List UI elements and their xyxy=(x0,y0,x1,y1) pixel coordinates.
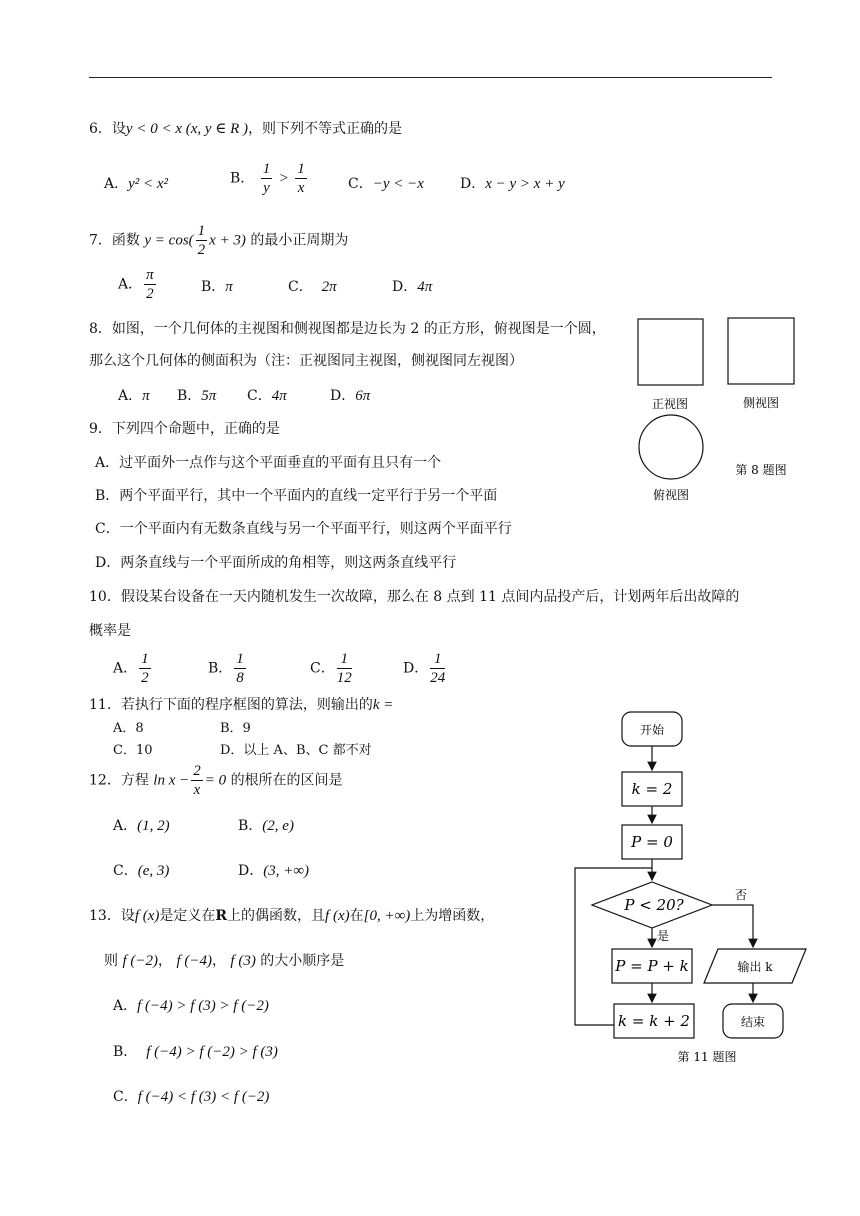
q11-figure-caption: 第 11 题图 xyxy=(677,1050,737,1064)
q8-figure xyxy=(630,312,810,512)
q8-stem-line1: 8．如图，一个几何体的主视图和侧视图都是边长为 2 的正方形，俯视图是一个圆， xyxy=(89,321,606,337)
q7-option-b: B．π xyxy=(201,279,233,295)
q6-option-d: D．x − y > x + y xyxy=(460,176,565,192)
flow-output-label: 输出 k xyxy=(737,960,773,974)
q13-stem-line1: 13．设f (x)是定义在R上的偶函数，且f (x)在[0, +∞)上为增函数， xyxy=(89,908,495,924)
q7-option-a: A． $\frac{\pi}{2}$ xyxy=(118,267,154,302)
q12-option-b: B．(2, e) xyxy=(238,818,294,834)
q9-option-c: C．一个平面内有无数条直线与另一个平面平行，则这两个平面平行 xyxy=(95,521,512,537)
q8-stem-line2: 那么这个几何体的侧面积为（注：正视图同主视图，侧视图同左视图） xyxy=(89,353,523,369)
q13-option-c: C．f (−4) < f (3) < f (−2) xyxy=(113,1089,270,1105)
q10-option-b: B． $\frac{1}{8}$ xyxy=(208,651,244,686)
q8-figure-caption: 第 8 题图 xyxy=(735,463,787,477)
q12-option-a: A．(1, 2) xyxy=(113,818,170,834)
q13-stem-line2: 则 f (−2)， f (−4)， f (3) 的大小顺序是 xyxy=(104,953,345,969)
flow-update-k-label: k = k + 2 xyxy=(618,1012,690,1030)
q11-option-d: D．以上 A、B、C 都不对 xyxy=(220,743,372,758)
q11-option-b: B．9 xyxy=(220,721,251,736)
flow-start-label: 开始 xyxy=(639,723,665,737)
q10-option-c: C． $\frac{1}{12}$ xyxy=(310,651,352,686)
q11-stem: 11．若执行下面的程序框图的算法，则输出的k = xyxy=(89,697,394,713)
side-view-label: 侧视图 xyxy=(742,396,780,410)
q13-option-b: B． f (−4) > f (−2) > f (3) xyxy=(113,1044,278,1060)
flow-init-k-label: k = 2 xyxy=(631,780,673,798)
q9-option-a: A．过平面外一点作与这个平面垂直的平面有且只有一个 xyxy=(95,455,442,471)
front-view-square xyxy=(638,319,703,385)
q9-option-b: B．两个平面平行，其中一个平面内的直线一定平行于另一个平面 xyxy=(95,488,498,504)
top-view-label: 俯视图 xyxy=(652,488,690,502)
q12-stem: 12．方程 ln x − $\frac{2}{x}$ = 0 的根所在的区间是 xyxy=(89,763,343,798)
q6-option-a: A．y² < x² xyxy=(104,176,169,192)
q6-option-b: B． $\frac{1}{y}$ > $\frac{1}{x}$ xyxy=(230,161,305,196)
q9-option-d: D．两条直线与一个平面所成的角相等，则这两条直线平行 xyxy=(95,555,457,571)
q7-option-d: D．4π xyxy=(392,279,433,295)
q6-stem: 6．设y < 0 < x (x, y ∈ R )，则下列不等式正确的是 xyxy=(89,121,403,137)
q7-stem: 7．函数 y = cos( $\frac{1}{2}$ x + 3) 的最小正周期为 xyxy=(89,223,349,258)
q10-option-d: D． $\frac{1}{24}$ xyxy=(403,651,446,686)
q12-option-c: C．(e, 3) xyxy=(113,863,170,879)
q9-stem: 9．下列四个命题中，正确的是 xyxy=(89,421,280,437)
flow-no-label: 否 xyxy=(735,888,748,902)
flow-update-p-label: P = P + k xyxy=(615,957,689,975)
flow-yes-label: 是 xyxy=(657,929,670,943)
header-rule xyxy=(89,77,772,78)
flow-end-label: 结束 xyxy=(740,1015,766,1029)
q8-option-d: D．6π xyxy=(330,388,371,404)
top-view-circle xyxy=(639,415,703,479)
q11-flowchart xyxy=(560,700,820,1075)
q11-option-c: C．10 xyxy=(113,743,153,758)
q10-stem-line1: 10．假设某台设备在一天内随机发生一次故障，那么在 8 点到 11 点间内品投产后，计划两年后出故障的 xyxy=(89,589,740,605)
q10-stem-line2: 概率是 xyxy=(89,623,131,639)
q8-option-c: C．4π xyxy=(247,388,287,404)
q8-option-a: A．π xyxy=(118,388,150,404)
flow-decision-label: P < 20? xyxy=(624,896,684,914)
flow-init-p-label: P = 0 xyxy=(631,833,673,851)
q6-option-c: C．−y < −x xyxy=(348,176,424,192)
q8-option-b: B．5π xyxy=(177,388,217,404)
q11-option-a: A．8 xyxy=(113,721,144,736)
q10-option-a: A． $\frac{1}{2}$ xyxy=(113,651,149,686)
side-view-square xyxy=(728,318,794,384)
front-view-label: 正视图 xyxy=(651,397,689,411)
q7-option-c: C． 2π xyxy=(288,279,337,295)
q12-option-d: D．(3, +∞) xyxy=(238,863,310,879)
q13-option-a: A．f (−4) > f (3) > f (−2) xyxy=(113,998,269,1014)
